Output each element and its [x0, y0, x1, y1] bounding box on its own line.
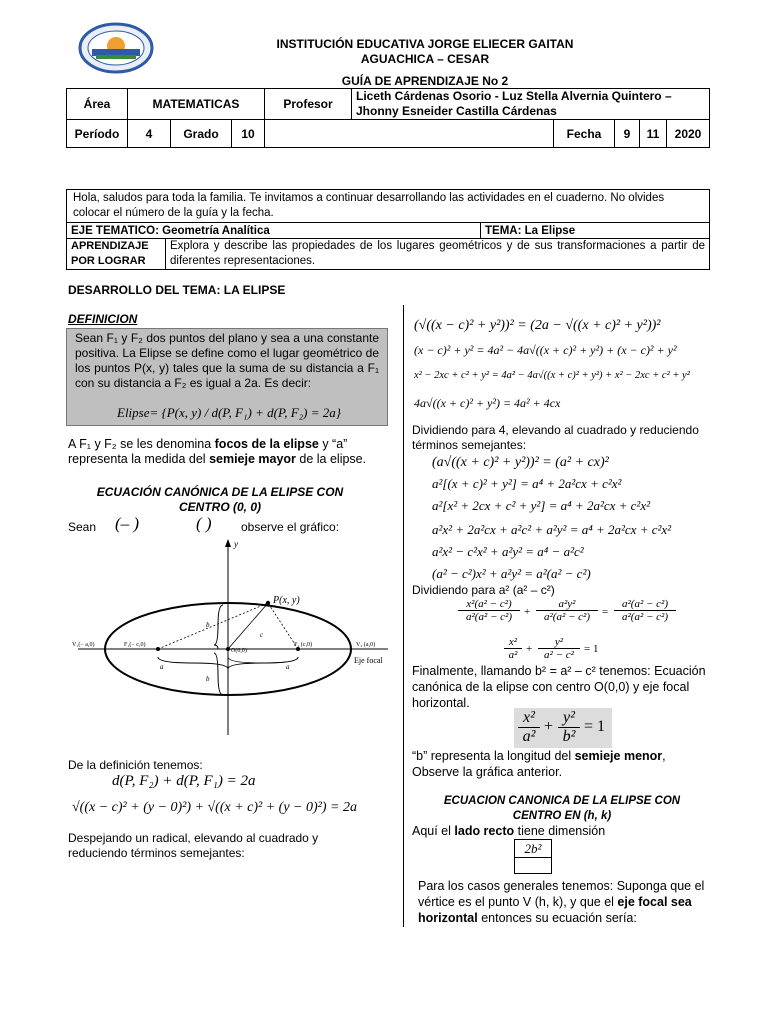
box-x-numerator: x² — [518, 709, 540, 728]
b-text-a: “b” representa la longitud del — [412, 749, 575, 763]
institution-city: AGUACHICA – CESAR — [360, 52, 490, 66]
date-year: 2020 — [667, 120, 710, 148]
date-month: 11 — [640, 120, 667, 148]
grade-label: Grado — [171, 120, 232, 148]
diagram-focal-axis-label: Eje focal — [354, 656, 383, 665]
frac2-denominator: a²(a² − c²) — [543, 611, 591, 623]
topic-label: TEMA: La Elipse — [481, 223, 710, 239]
box-plus: + — [544, 718, 554, 735]
diagram-label-b-top: b — [206, 621, 210, 629]
latus-rectum-cell — [514, 857, 552, 874]
diagram-y-axis-label: y — [234, 539, 238, 549]
grade-value: 10 — [232, 120, 265, 148]
frac2-numerator: a²y² — [536, 598, 598, 611]
right-equation-5: (a√((x + c)² + y²))² = (a² + cx)² — [432, 455, 609, 470]
right-equation-3: x² − 2xc + c² + y² = 4a² − 4a√((x + c)² + y²) + x² − 2xc + c² + y² — [414, 370, 690, 381]
definition-equation-2: √((x − c)² + (y − 0)²) + √((x + c)² + (y − 0)²) = 2a — [72, 800, 357, 815]
learning-label — [67, 239, 166, 270]
frac1-numerator: x²(a² − c²) — [458, 598, 520, 611]
diagram-label-b-bottom: b — [206, 675, 210, 683]
divide-by-a2-text: Dividiendo para a² (a² – c²) — [412, 583, 555, 597]
finally-text: Finalmente, llamando b² = a² – c² tenemos: Ecuación canónica de la elipse con centro O(0,0) y eje focal horizontal. — [412, 664, 706, 710]
focus-paren-1: (– ) — [115, 514, 140, 533]
right-equation-6: a²[(x + c)² + y²] = a⁴ + 2a²cx + c²x² — [432, 476, 622, 491]
foci-bold: focos de la elipse — [214, 437, 319, 451]
frac1 — [458, 598, 520, 623]
diagram-label-c: c — [260, 631, 264, 639]
hk-title-1: ECUACION CANONICA DE LA ELIPSE CON — [443, 795, 681, 807]
diagram-origin-label: O(0,0) — [231, 648, 247, 654]
learning-label-line-1: APRENDIZAJE — [71, 240, 149, 252]
simp-plus: + — [526, 643, 533, 655]
period-value: 4 — [128, 120, 171, 148]
right-equation-4: 4a√((x + c)² + y²) = 4a² + 4cx — [414, 396, 561, 410]
diagram-f2-label: F₂ (c,0) — [294, 642, 313, 648]
diagram-point-p: P(x, y) — [273, 595, 300, 606]
learning-text: Explora y describe las propiedades de los lugares geométricos y de sus transformaciones a partir de diferentes representaciones. — [166, 239, 710, 270]
general-case-paragraph — [418, 878, 712, 926]
eq-title-2: CENTRO (0, 0) — [178, 500, 261, 514]
foci-text-a: A F₁ y F₂ se les denomina — [68, 437, 215, 451]
institution-name: INSTITUCIÓN EDUCATIVA JORGE ELIECER GAITAN — [276, 37, 574, 51]
box-x-fraction — [518, 709, 540, 746]
right-equation-2: (x − c)² + y² = 4a² − 4a√((x + c)² + y²) + (x − c)² + y² — [414, 343, 677, 357]
box-x-denominator: a² — [522, 728, 536, 745]
foci-text-b: y “a” representa la medida del — [68, 437, 348, 466]
area-value: MATEMATICAS — [128, 89, 265, 120]
simp-x-denominator: a² — [508, 649, 518, 661]
right-equation-1: (√((x − c)² + y²))² = (2a − √((x + c)² + y²))² — [414, 318, 661, 333]
semiaxis-bold: semieje mayor — [209, 452, 296, 466]
equals-sign: = — [602, 606, 609, 618]
intro-table — [66, 189, 710, 270]
definition-equation-1: d(P, F₂) + d(P, F₁) = 2a — [112, 773, 256, 789]
frac3-denominator: a²(a² − c²) — [621, 611, 669, 623]
divide-by-4-text: Dividiendo para 4, elevando al cuadrado y reduciendo términos semejantes: — [412, 423, 699, 452]
latus-rectum-text — [412, 824, 605, 839]
general-text-b: entonces su ecuación sería: — [477, 911, 637, 925]
diagram-f1-label: F₁(− c,0) — [124, 642, 146, 648]
simp-y-numerator: y² — [538, 636, 580, 649]
blank-cell — [265, 120, 554, 148]
frac3-numerator: a²(a² − c²) — [614, 598, 676, 611]
latus-text-a: Aquí el — [412, 824, 455, 838]
greeting-text: Hola, saludos para toda la familia. Te invitamos a continuar desarrollando las actividades en el cuaderno. No olvides colocar el número de la guía y la fecha. — [67, 190, 710, 223]
general-text-a: Para los casos generales tenemos: Suponga que el vértice es el punto V (h, k), y que el — [418, 879, 705, 909]
teacher-line-1: Liceth Cárdenas Osorio - Luz Stella Alvernia Quintero – — [356, 89, 672, 103]
box-y-numerator: y² — [558, 709, 580, 728]
date-day: 9 — [615, 120, 640, 148]
teacher-names — [352, 89, 710, 120]
simp-y-denominator: a² − c² — [544, 649, 574, 661]
canonical-equation-box — [514, 708, 612, 748]
section-title: DESARROLLO DEL TEMA: LA ELIPSE — [68, 283, 286, 297]
focus-paren-2: ( ) — [196, 514, 212, 533]
right-equation-10: (a² − c²)x² + a²y² = a²(a² − c²) — [432, 566, 591, 581]
column-divider — [403, 305, 404, 927]
semiminor-paragraph — [412, 748, 712, 780]
diagram-v1-label: V₁(− a,0) — [72, 642, 95, 648]
foci-text-c: de la elipse. — [295, 452, 367, 466]
foci-paragraph — [68, 437, 368, 467]
latus-bold: lado recto — [454, 824, 515, 838]
date-label: Fecha — [554, 120, 615, 148]
diagram-v2-label: V₂ (a,0) — [356, 642, 376, 648]
plus-sign: + — [524, 606, 531, 618]
simp-x-numerator: x² — [504, 636, 522, 649]
latus-rectum-box: 2b² — [514, 839, 552, 858]
definition-formula: Elipse= {P(x, y) / d(P, F₁) + d(P, F₂) = 2a} — [117, 405, 341, 420]
box-y-denominator: b² — [562, 728, 576, 745]
frac1-denominator: a²(a² − c²) — [465, 611, 513, 623]
box-rhs: = 1 — [584, 718, 606, 735]
diagram-label-a-left: a — [160, 663, 164, 671]
clear-radical-text: Despejando un radical, elevando al cuadrado y reduciendo términos semejantes: — [68, 831, 319, 860]
teacher-line-2: Jhonny Esneider Castilla Cárdenas — [356, 104, 557, 118]
frac2 — [536, 598, 598, 623]
observe-label: observe el gráfico: — [241, 520, 340, 534]
ellipse-diagram — [68, 535, 398, 745]
hk-title-2: CENTRO EN (h, k) — [512, 810, 612, 822]
simplified-equation — [504, 636, 614, 666]
definition-title: DEFINICION — [68, 312, 138, 326]
learning-label-line-2: POR LOGRAR — [71, 255, 146, 267]
b-text-b: , Observe la gráfica anterior. — [412, 749, 666, 779]
simp-y-fraction — [538, 636, 580, 661]
diagram-label-a-right: a — [286, 663, 290, 671]
box-y-fraction — [558, 709, 580, 746]
area-label: Área — [67, 89, 128, 120]
sean-label: Sean — [68, 520, 97, 534]
from-definition-text: De la definición tenemos: — [68, 758, 203, 772]
eq-title-1: ECUACIÓN CANÓNICA DE LA ELIPSE CON — [96, 485, 344, 499]
fraction-equation-1 — [458, 598, 678, 632]
simp-x-fraction — [504, 636, 522, 661]
general-bold: eje focal sea horizontal — [418, 895, 692, 925]
right-equation-7: a²[x² + 2cx + c² + y²] = a⁴ + 2a²cx + c²x² — [432, 498, 650, 513]
right-equation-8: a²x² + 2a²cx + a²c² + a²y² = a⁴ + 2a²cx + c²x² — [432, 522, 672, 537]
info-table — [66, 88, 710, 148]
period-label: Período — [67, 120, 128, 148]
definition-text: Sean F₁ y F₂ dos puntos del plano y sea a una constante positiva. La Elipse se define como el lugar geométrico de los puntos P(x, y) tales que la suma de su distancia a F₁ con su distancia a F₂ es igual a 2a. Es decir: — [75, 331, 379, 390]
right-equation-9: a²x² − c²x² + a²y² = a⁴ − a²c² — [432, 544, 584, 559]
axis-label: EJE TEMATICO: Geometría Analítica — [67, 223, 481, 239]
semiminor-bold: semieje menor — [574, 749, 663, 763]
latus-text-b: tiene dimensión — [514, 824, 606, 838]
teacher-label: Profesor — [265, 89, 352, 120]
guide-title: GUÍA DE APRENDIZAJE No 2 — [341, 74, 509, 88]
school-logo — [78, 22, 154, 74]
definition-box — [66, 328, 388, 426]
simp-rhs: = 1 — [584, 643, 599, 655]
frac3 — [614, 598, 676, 623]
